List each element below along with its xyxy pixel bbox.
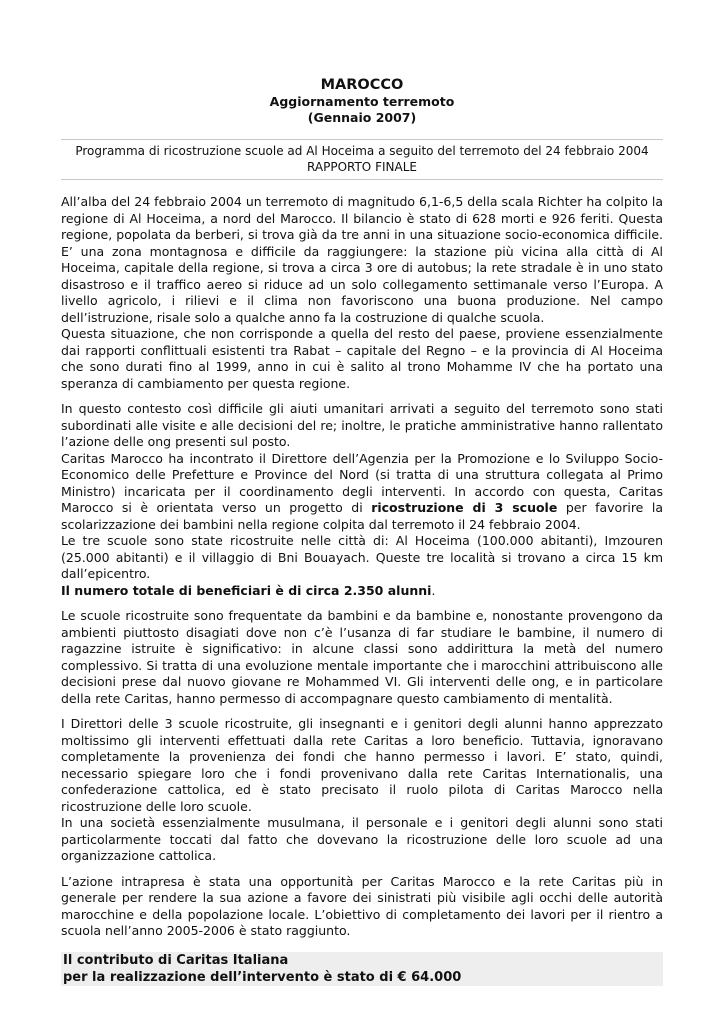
- paragraph: L’azione intrapresa è stata una opportunità per Caritas Marocco e la rete Caritas più in generale per rendere la sua azione a favore dei sinistrati più visibile agli occhi delle autorità marocchine e della popolazione locale. L’obiettivo di completamento dei lavori per il rientro a scuola nell’anno 2005-2006 è stato raggiunto.: [61, 873, 663, 938]
- paragraph-text: per favorire la scolarizzazione dei bambini nella regione colpita dal terremoto il 24 febbraio 2004.: [61, 500, 664, 532]
- bottom-divider: [61, 179, 663, 180]
- paragraph: [61, 451, 663, 534]
- report-body: [61, 194, 663, 940]
- document-date: (Gennaio 2007): [307, 110, 417, 125]
- paragraph: In questo contesto così difficile gli aiuti umanitari arrivati a seguito del terremoto sono stati subordinati alle visite e alle decisioni del re; inoltre, le pratiche amministrative hanno rallentato l’azione delle ong presenti sul posto.: [61, 401, 663, 449]
- paragraph-text: .: [431, 582, 436, 598]
- contribution-line: Il contributo di Caritas Italiana: [63, 952, 289, 968]
- program-title: Programma di ricostruzione scuole ad Al Hoceima a seguito del terremoto del 24 febbraio 2004: [75, 144, 649, 158]
- document-update-label: Aggiornamento terremoto: [269, 94, 455, 109]
- report-label: RAPPORTO FINALE: [307, 160, 417, 174]
- document-header: [61, 76, 663, 126]
- paragraph: I Direttori delle 3 scuole ricostruite, gli insegnanti e i genitori degli alunni hanno apprezzato moltissimo gli interventi effettuati dalla rete Caritas a loro beneficio. Tuttavia, ignoravano completamente la provenienza dei fondi che hanno permesso i lavori. E’ stato, quindi, necessario spiegare loro che i fondi provenivano dalla rete Caritas Internationalis, una confederazione cattolica, ed è stato precisato il ruolo pilota di Caritas Marocco nella ricostruzione delle loro scuole.: [61, 716, 663, 814]
- paragraph: Questa situazione, che non corrisponde a quella del resto del paese, proviene essenzialmente dai rapporti conflittuali esistenti tra Rabat – capitale del Regno – e la provincia di Al Hoceima che sono durati fino al 1999, anno in cui è salito al trono Mohamme IV che ha portato una speranza di cambiamento per questa regione.: [61, 326, 663, 391]
- contribution-box: [61, 952, 663, 986]
- paragraph: [61, 583, 663, 600]
- program-subtitle: [61, 140, 663, 179]
- paragraph: All’alba del 24 febbraio 2004 un terremoto di magnitudo 6,1-6,5 della scala Richter ha colpito la regione di Al Hoceima, a nord del Marocco. Il bilancio è stato di 628 morti e 926 feriti. Questa regione, popolata da berberi, si trova già da tre anni in una situazione socio-economica difficile. E’ una zona montagnosa e difficile da raggiungere: la stazione più vicina alla città di Al Hoceima, capitale della regione, si trova a circa 3 ore di autobus; la rete stradale è in uno stato disastroso e il traffico aereo si riduce ad un solo collegamento settimanale verso l’Europa. A livello agricolo, i rilievi e il clima non favoriscono una buona produzione. Nel campo dell’istruzione, risale solo a qualche anno fa la costruzione di qualche scuola.: [61, 194, 663, 325]
- paragraph: In una società essenzialmente musulmana, il personale e i genitori degli alunni sono stati particolarmente toccati dal fatto che dovevano la ricostruzione delle loro scuole ad una organizzazione cattolica.: [61, 815, 663, 863]
- contribution-amount: per la realizzazione dell’intervento è stato di € 64.000: [63, 969, 462, 985]
- beneficiaries-highlight: Il numero totale di beneficiari è di circa 2.350 alunni: [61, 582, 432, 598]
- paragraph: Le scuole ricostruite sono frequentate da bambini e da bambine e, nonostante provengono da ambienti piuttosto disagiati dove non c’è l’usanza di far studiare le bambine, il numero di ragazzine istruite è significativo: in alcune classi sono addirittura la metà del numero complessivo. Si tratta di una evoluzione mentale importante che i marocchini attribuiscono alle decisioni prese dal nuovo giovane re Mohammed VI. Gli interventi delle ong, e in particolare della rete Caritas, hanno permesso di accompagnare questo cambiamento di mentalità.: [61, 608, 663, 706]
- schools-highlight: ricostruzione di 3 scuole: [371, 500, 558, 515]
- document-page: [61, 76, 663, 986]
- paragraph: Le tre scuole sono state ricostruite nelle città di: Al Hoceima (100.000 abitanti), Imzouren (25.000 abitanti) e il villaggio di Bni Bouayach. Queste tre località si trovano a circa 15 km dall’epicentro.: [61, 533, 663, 581]
- paragraph-text: Caritas Marocco ha incontrato il Direttore dell’Agenzia per la Promozione e lo Sviluppo Socio-Economico delle Prefetture e Province del Nord (si tratta di una struttura collegata al Primo Ministro) incaricata per il coordinamento degli interventi. In accordo con questa, Caritas Marocco si è orientata verso un progetto di: [61, 450, 663, 515]
- document-title: MAROCCO: [320, 77, 404, 93]
